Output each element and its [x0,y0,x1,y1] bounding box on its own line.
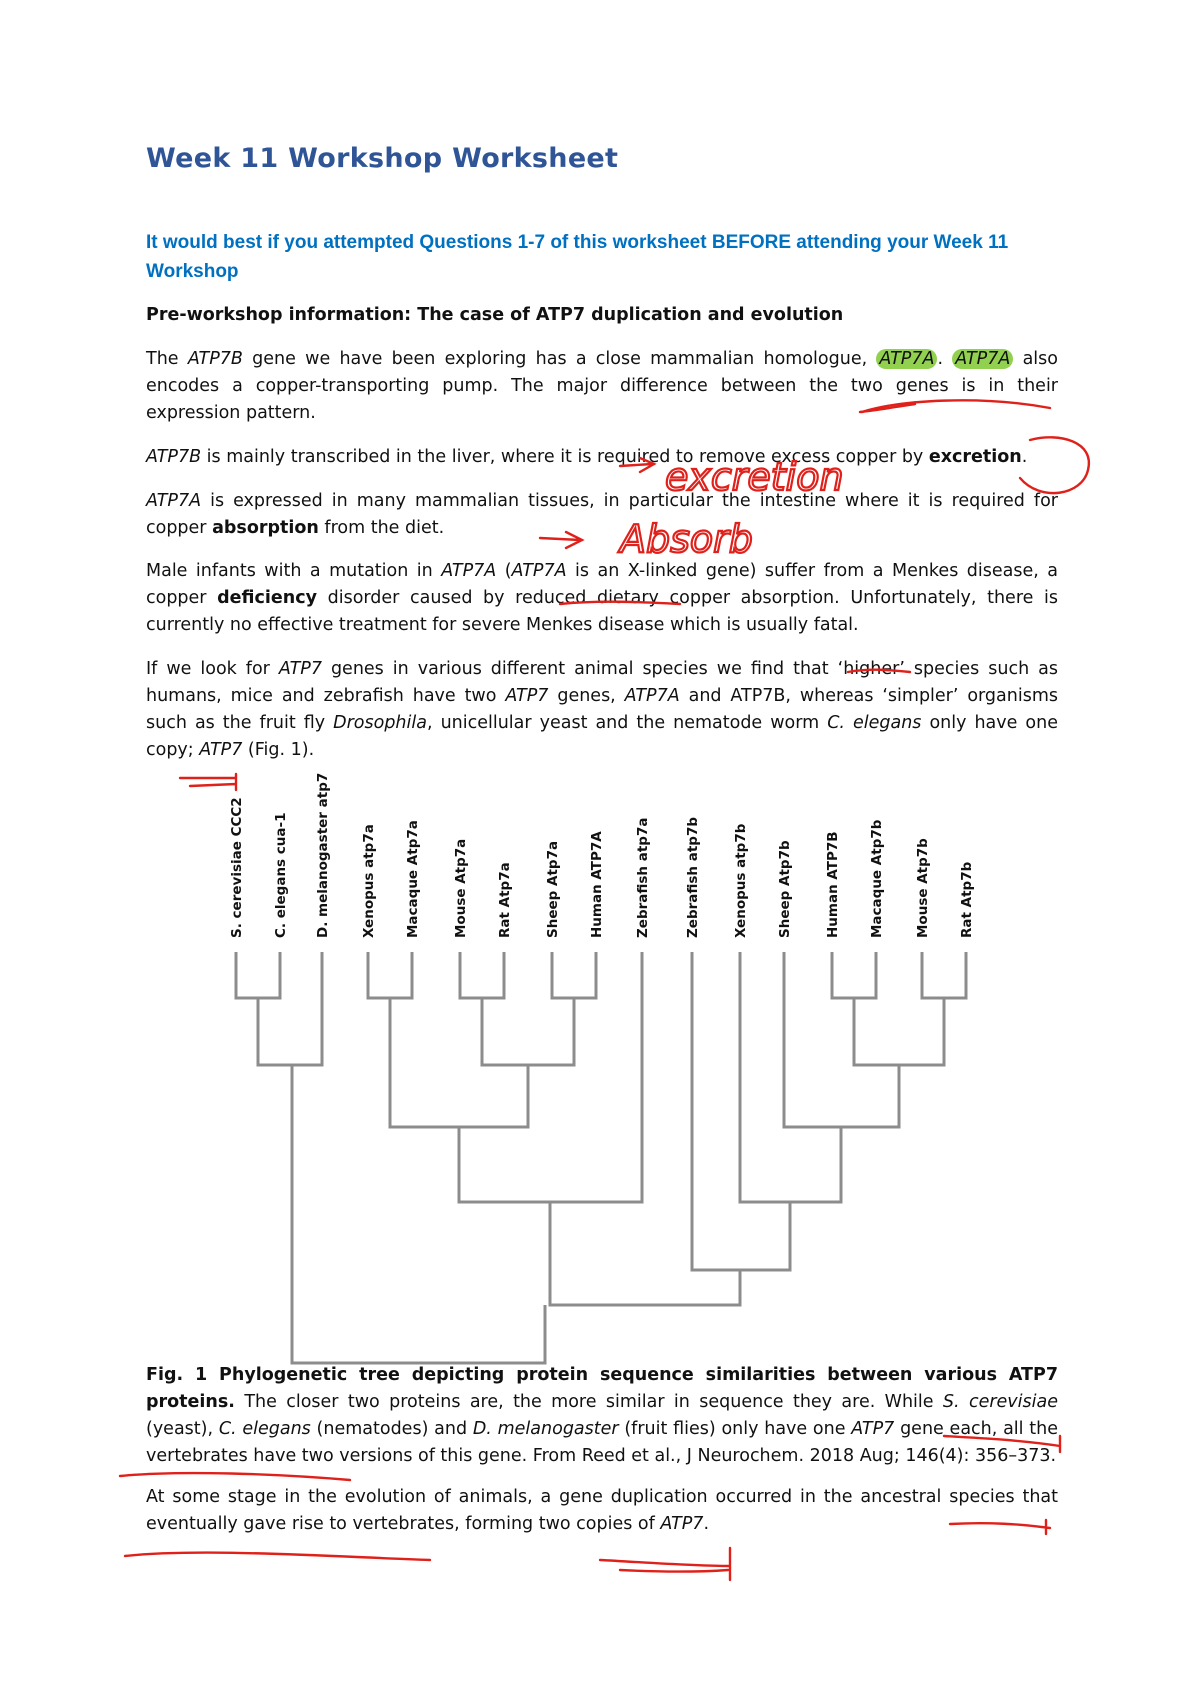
tree-leaf-label: Human ATP7B [825,831,841,938]
tree-branches [236,952,966,1363]
branch-primate-rodent-b [854,998,944,1065]
branch-zebrafish-a [459,952,642,1202]
tree-leaf-label: D. melanogaster atp7 [315,772,331,938]
tree-leaf-label: Rat Atp7b [959,861,975,938]
branch-mammal-a [390,998,528,1127]
figure-caption: Fig. 1 Phylogenetic tree depicting protein sequence similarities between various ATP7 proteins. The closer two proteins are, the more similar in sequence they are. While S. cerevisiae (yeast), C. elegans (nematodes) and D. melanogaster (fruit flies) only have one ATP7 gene each, all the vertebrates have two versions of this gene. From Reed et al., J Neurochem. 2018 Aug; 146(4): 356–373. [146,1365,1058,1466]
branch-yeast-worm [236,952,280,998]
tree-leaf-label: Sheep Atp7a [545,840,561,938]
handwritten-absorb: Absorb [620,517,753,561]
branch-zebrafish-b [692,952,790,1270]
branch-mouse-rat [460,952,504,998]
highlight-atp7a: ATP7A [876,349,937,369]
section-heading: Pre-workshop information: The case of ATP7 duplication and evolution [146,305,844,325]
tree-leaf-label: Rat Atp7a [497,862,513,938]
page-title: Week 11 Workshop Worksheet [146,143,619,174]
tree-leaf-label: Zebrafish atp7a [635,817,651,938]
tree-leaf-label: S. cerevisiae CCC2 [229,797,245,938]
tree-leaf-label: Xenopus atp7b [733,823,749,938]
underline-eventually [125,1553,430,1560]
tree-leaf-label: Human ATP7A [589,831,605,938]
branch-fly-join [258,952,322,1065]
tree-leaf-label: Macaque Atp7a [405,820,421,938]
tree-leaf-label: Sheep Atp7b [777,840,793,938]
tree-leaf-label: Macaque Atp7b [869,819,885,938]
handwritten-excretion: excretion [665,455,844,499]
tree-leaf-label: C. elegans cua-1 [273,812,289,938]
branch-sheep-human [552,952,596,998]
paragraph-gene-duplication: At some stage in the evolution of animals, a gene duplication occurred in the ancestral species that eventually gave rise to vertebrates, forming two copies of ATP7. [146,1487,1058,1534]
paragraph-atp7b-intro: The ATP7B gene we have been exploring has a close mammalian homologue, ATP7A . ATP7A also encodes a copper-transporting pump. The major difference between the two genes is in their expression pattern. [146,349,1058,423]
branch-root [292,1065,545,1363]
paragraph-atp7b-liver: ATP7B is mainly transcribed in the liver, where it is required to remove excess copper by excretion. [146,447,1028,467]
tree-leaf-label: Mouse Atp7b [915,838,931,938]
arrow-bottom [600,1548,730,1580]
branch-sheep-b [784,952,899,1127]
paragraph-menkes: Male infants with a mutation in ATP7A (ATP7A is an X-linked gene) suffer from a Menkes disease, a copper deficiency disorder caused by reduced dietary copper absorption. Unfortunately, there is currently no effective treatment for severe Menkes disease which is usually fatal. [146,561,1058,635]
paragraph-atp7-species: If we look for ATP7 genes in various different animal species we find that ‘higher’ species such as humans, mice and zebrafish have two ATP7 genes, ATP7A and ATP7B, whereas ‘simpler’ organisms such as the fruit fly Drosophila, unicellular yeast and the nematode worm C. elegans only have one copy; ATP7 (Fig. 1). [146,659,1058,760]
pre-attempt-notice: It would best if you attempted Questions 1-7 of this worksheet BEFORE attending your Week 11 Workshop [146,232,1009,282]
arrow-fig-ref [180,774,236,790]
tree-leaf-label: Zebrafish atp7b [685,816,701,938]
branch-root-ab [550,1202,740,1305]
underline-stage [120,1473,350,1480]
branch-xenopus-b [740,952,841,1202]
branch-mouse-rat-b [922,952,966,998]
tree-labels [229,773,975,938]
branch-rodent-sheep [482,998,574,1065]
paragraph-atp7a-tissues: ATP7A is expressed in many mammalian tissues, in particular the intestine where it is required for copper absorption from the diet. [146,491,1058,538]
highlight-atp7a-2: ATP7A [952,349,1013,369]
branch-human-macaque-b [832,952,876,998]
tree-leaf-label: Mouse Atp7a [453,838,469,938]
tree-leaf-label: Xenopus atp7a [361,824,377,938]
branch-xenopus-macaque [368,952,412,998]
